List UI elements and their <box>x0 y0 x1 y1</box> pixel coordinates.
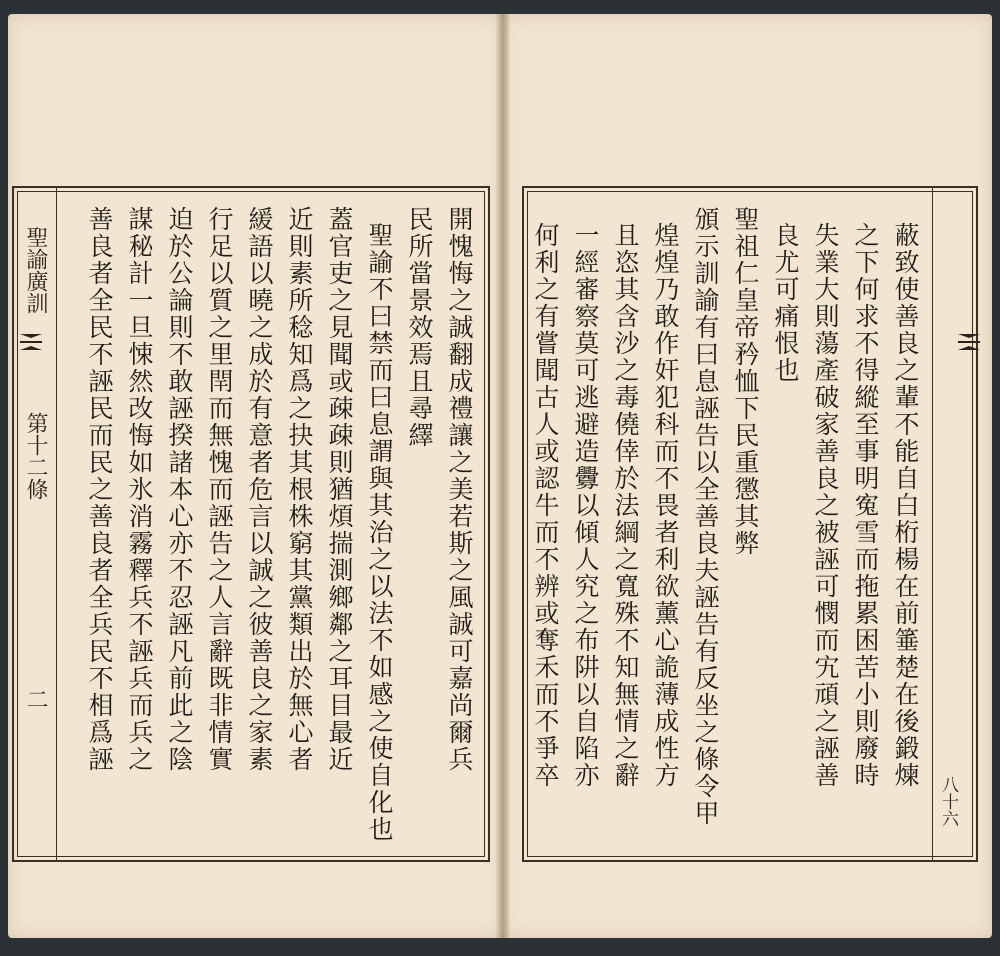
margin-column-rule <box>56 188 57 860</box>
text-column: 民所當景效焉且尋繹 <box>405 206 434 449</box>
fish-tail-mark-icon <box>958 334 980 350</box>
text-column: 之下何求不得縱至事明寃雪而拖累困苦小則廢時 <box>851 222 880 789</box>
text-column: 善良者全民不誣民而民之善良者全兵民不相爲誣 <box>85 206 114 773</box>
text-column: 且恣其含沙之毒僥倖於法綱之寬殊不知無情之辭 <box>611 222 640 789</box>
book-title: 聖諭廣訓 <box>23 226 48 314</box>
text-column: 緩語以曉之成於有意者危言以誠之彼善良之家素 <box>245 206 274 773</box>
text-column: 行足以質之里閈而無愧而誣告之人言辭既非情實 <box>205 206 234 773</box>
text-column: 頒示訓諭有曰息誣告以全善良夫誣告有反坐之條令甲 <box>691 206 720 827</box>
book-gutter <box>496 14 510 938</box>
text-column: 近則素所稔知爲之抉其根株窮其黨類出於無心者 <box>285 206 314 773</box>
text-column: 蔽致使善良之輩不能自白桁楊在前箠楚在後鍛煉 <box>891 222 920 789</box>
margin-column-rule <box>932 188 933 860</box>
text-column: 謀秘計一旦悚然改悔如氷消霧釋兵不誣兵而兵之 <box>125 206 154 773</box>
left-page-number: 二 <box>23 688 48 710</box>
text-column: 聖祖仁皇帝矜恤下民重懲其弊 <box>731 206 760 557</box>
text-column: 何利之有嘗聞古人或認牛而不辨或奪禾而不爭卒 <box>531 222 560 789</box>
text-column: 迫於公論則不敢誣揆諸本心亦不忍誣凡前此之陰 <box>165 206 194 773</box>
text-column: 失業大則蕩產破家善良之被誣可憫而宄頑之誣善 <box>811 222 840 789</box>
right-page-number: 八十六 <box>938 776 958 827</box>
text-column: 聖諭不曰禁而曰息謂與其治之以法不如感之使自化也 <box>365 222 394 843</box>
text-column: 開愧悔之誠翻成禮讓之美若斯之風誠可嘉尚爾兵 <box>445 206 474 773</box>
chapter-label: 第十二條 <box>23 412 48 500</box>
fish-tail-mark-icon <box>20 334 42 350</box>
text-column: 蓋官吏之見聞或疎疎則猶煩揣測鄉鄰之耳目最近 <box>325 206 354 773</box>
text-column: 良尤可痛恨也 <box>771 222 800 384</box>
text-column: 一經審察莫可逃避造釁以傾人究之布阱以自陷亦 <box>571 222 600 789</box>
text-column: 煌煌乃敢作奸犯科而不畏者利欲薰心詭薄成性方 <box>651 222 680 789</box>
